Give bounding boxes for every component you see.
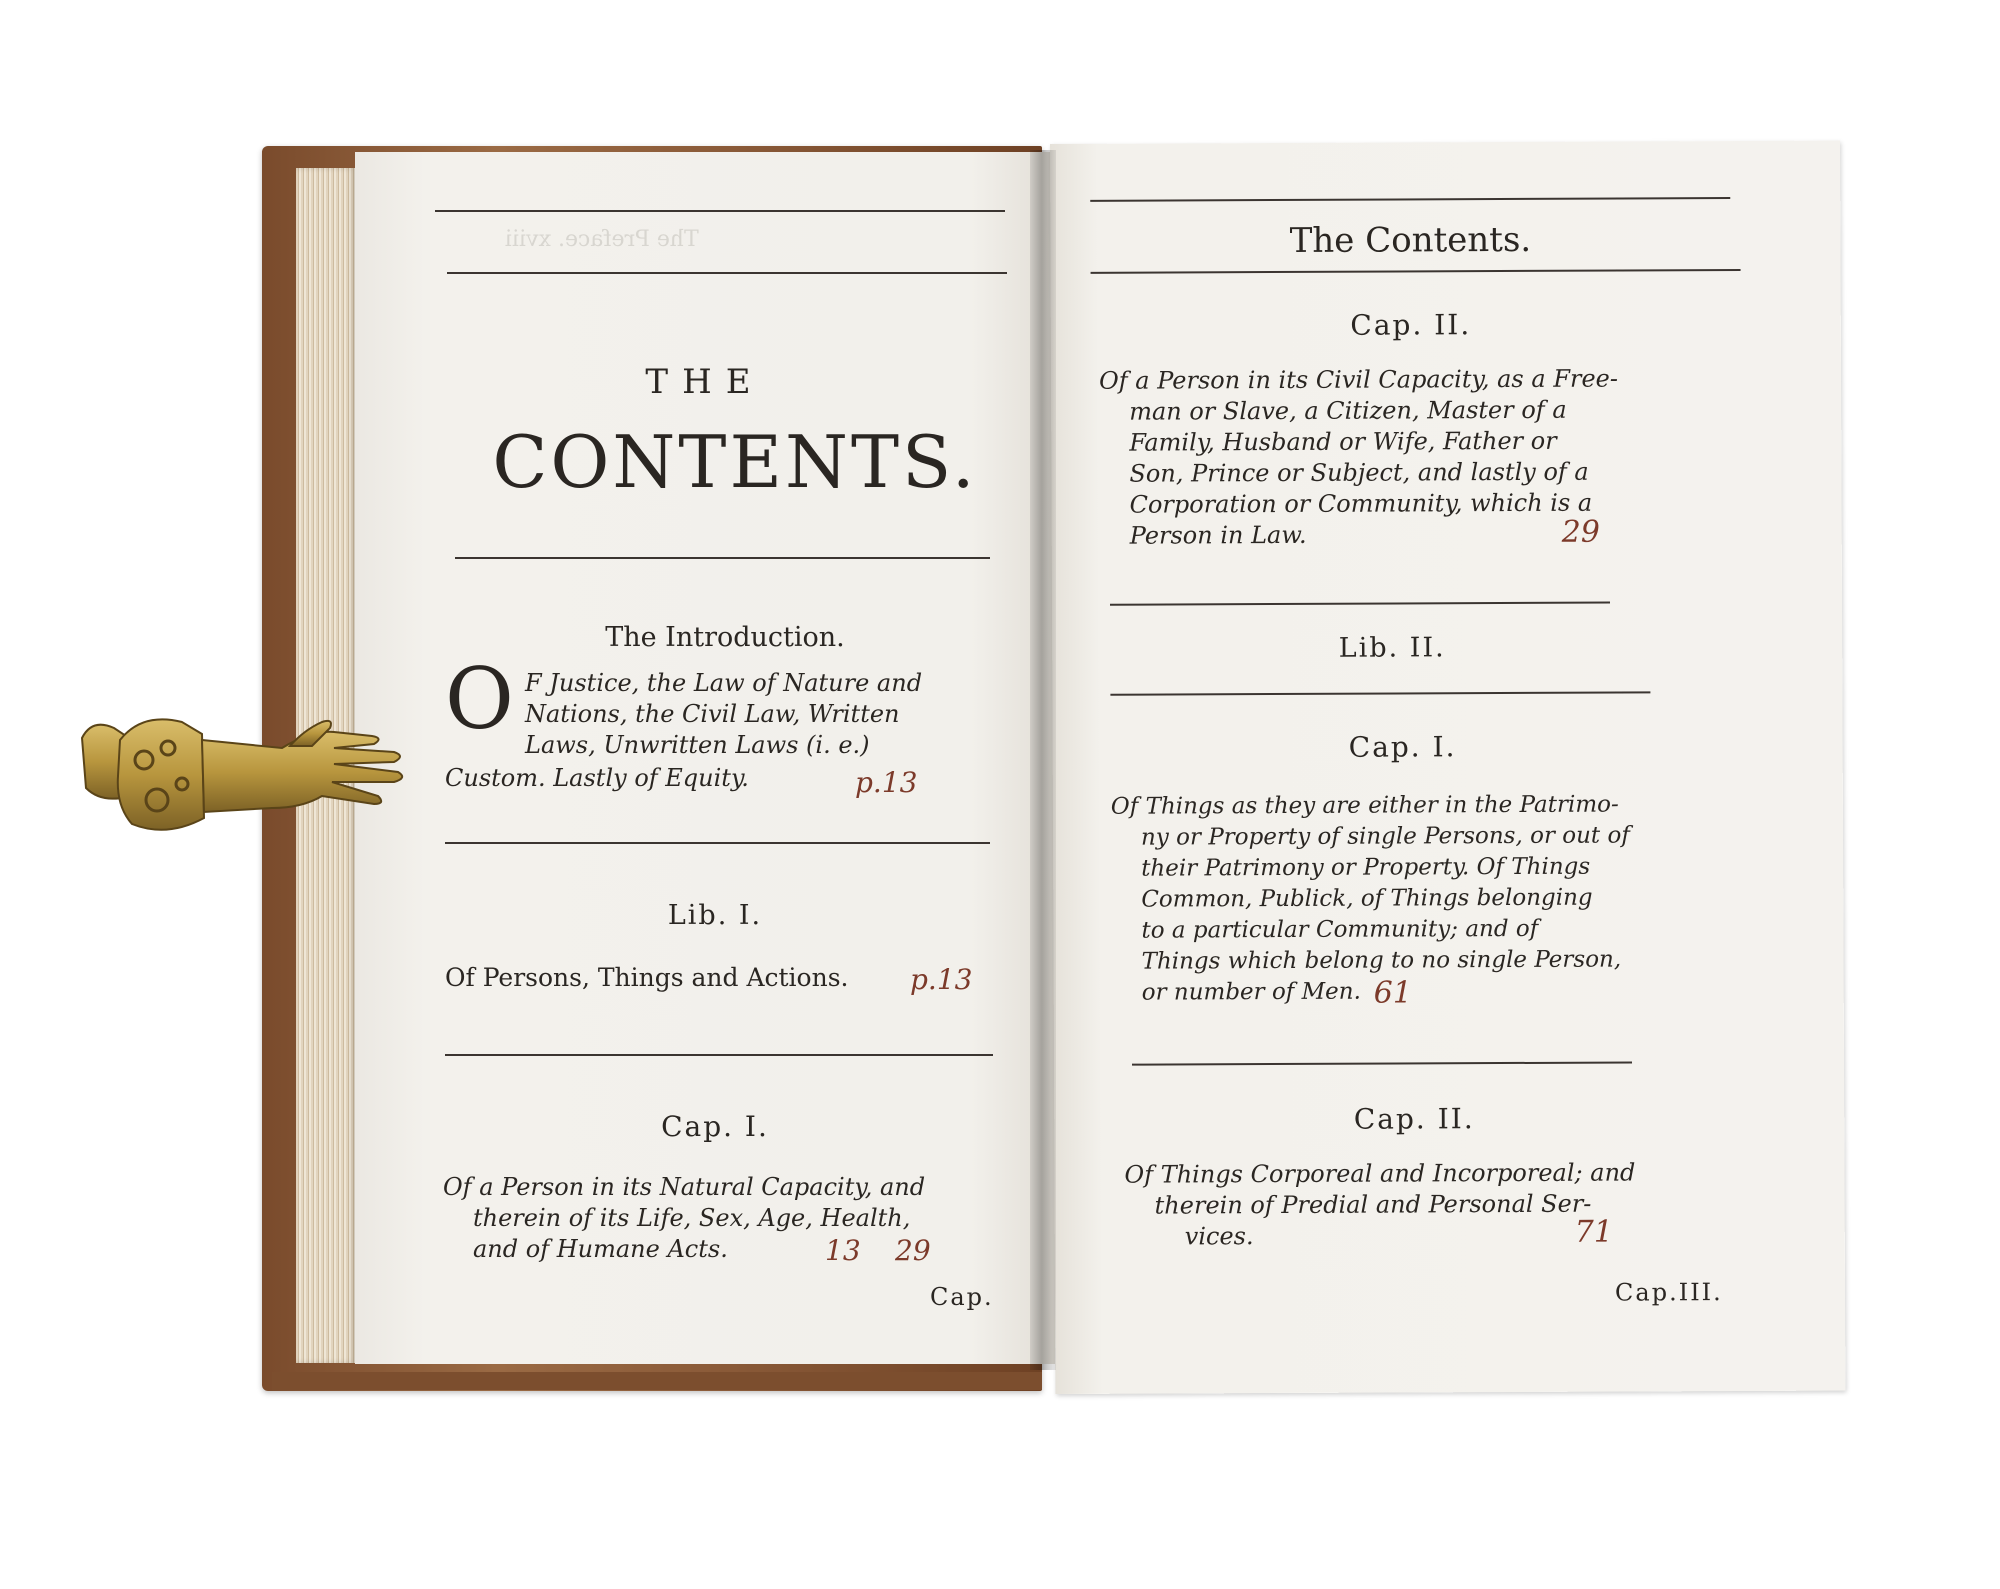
cap-2b-heading: Cap. II.	[1353, 1102, 1475, 1136]
cap-1-line: therein of its Life, Sex, Age, Health,	[473, 1204, 911, 1232]
cap-1-line: Things which belong to no single Person,	[1141, 946, 1622, 975]
rule-after-title	[455, 557, 990, 559]
cap-1-line: Common, Publick, of Things belonging	[1141, 884, 1593, 913]
lib-1-line: Of Persons, Things and Actions.	[445, 963, 849, 992]
introduction-line: Custom. Lastly of Equity.	[445, 764, 749, 792]
introduction-line: Nations, the Civil Law, Written	[525, 700, 900, 728]
cap-2-line: Family, Husband or Wife, Father or	[1129, 426, 1557, 457]
brass-hand-bookmark-clip-icon	[72, 700, 427, 850]
pencil-annotation: p.13	[910, 963, 973, 996]
rule	[445, 842, 990, 844]
introduction-line: F Justice, the Law of Nature and	[525, 669, 923, 697]
cap-1-heading: Cap. I.	[661, 1110, 769, 1143]
cap-1-line: Of a Person in its Natural Capacity, and	[443, 1173, 926, 1201]
cap-1-heading-right: Cap. I.	[1348, 730, 1457, 764]
cap-2-line: Person in Law.	[1129, 520, 1307, 550]
pencil-annotation: 61	[1373, 975, 1412, 1011]
cap-2-body	[1099, 363, 1720, 552]
pencil-annotation: p.13	[855, 766, 918, 799]
introduction-body	[525, 668, 1005, 761]
right-page	[1050, 141, 1845, 1394]
rule	[445, 1054, 993, 1056]
cap-2b-body	[1124, 1157, 1754, 1253]
bleed-through-text: The Preface. xviii	[505, 227, 699, 252]
rule	[1110, 691, 1650, 695]
cap-2-heading: Cap. II.	[1350, 308, 1472, 342]
cap-1-line: and of Humane Acts.	[473, 1235, 728, 1263]
introduction-line: Laws, Unwritten Laws (i. e.)	[525, 731, 870, 759]
cap-2-line: Corporation or Community, which is a	[1129, 488, 1593, 519]
left-page	[355, 152, 1055, 1364]
catchword: Cap.III.	[1614, 1278, 1723, 1307]
title-contents: CONTENTS.	[492, 420, 978, 504]
cover-edge	[272, 1372, 1042, 1390]
introduction-heading: The Introduction.	[605, 622, 845, 653]
cap-2b-line: therein of Predial and Personal Ser-	[1154, 1189, 1592, 1220]
pencil-annotation: 29	[895, 1234, 931, 1267]
header-rule	[1091, 269, 1741, 274]
lib-1-heading: Lib. I.	[667, 900, 763, 931]
pencil-annotation: 71	[1574, 1214, 1614, 1250]
drop-cap: O	[445, 650, 514, 748]
cap-1-line: their Patrimony or Property. Of Things	[1141, 853, 1591, 882]
pencil-annotation: 29	[1561, 514, 1600, 550]
cap-2-line: man or Slave, a Citizen, Master of a	[1129, 395, 1567, 426]
cap-1-line: to a particular Community; and of	[1141, 915, 1539, 944]
cap-2-line: Son, Prince or Subject, and lastly of a	[1129, 457, 1589, 488]
running-header: The Contents.	[1289, 219, 1532, 261]
rule	[1132, 1061, 1632, 1065]
gutter-shadow	[1030, 150, 1056, 1370]
top-rule-2	[447, 272, 1007, 274]
cap-2-line: Of a Person in its Civil Capacity, as a Free-	[1098, 364, 1618, 395]
cap-2b-line: Of Things Corporeal and Incorporeal; and	[1124, 1158, 1636, 1189]
cap-1-line: Of Things as they are either in the Patrimo-	[1110, 791, 1619, 820]
catchword: Cap.	[930, 1283, 994, 1311]
cap-2b-line: vices.	[1184, 1222, 1254, 1251]
pencil-annotation: 13	[825, 1234, 861, 1267]
cap-1-line: or number of Men.	[1141, 978, 1361, 1006]
cap-1-body-right	[1111, 789, 1752, 1009]
title-the: THE	[645, 362, 765, 402]
lib-2-heading: Lib. II.	[1338, 632, 1446, 664]
top-rule	[435, 210, 1005, 212]
cap-1-line: ny or Property of single Persons, or out of	[1140, 822, 1630, 851]
top-rule	[1090, 197, 1730, 202]
rule	[1110, 602, 1610, 606]
